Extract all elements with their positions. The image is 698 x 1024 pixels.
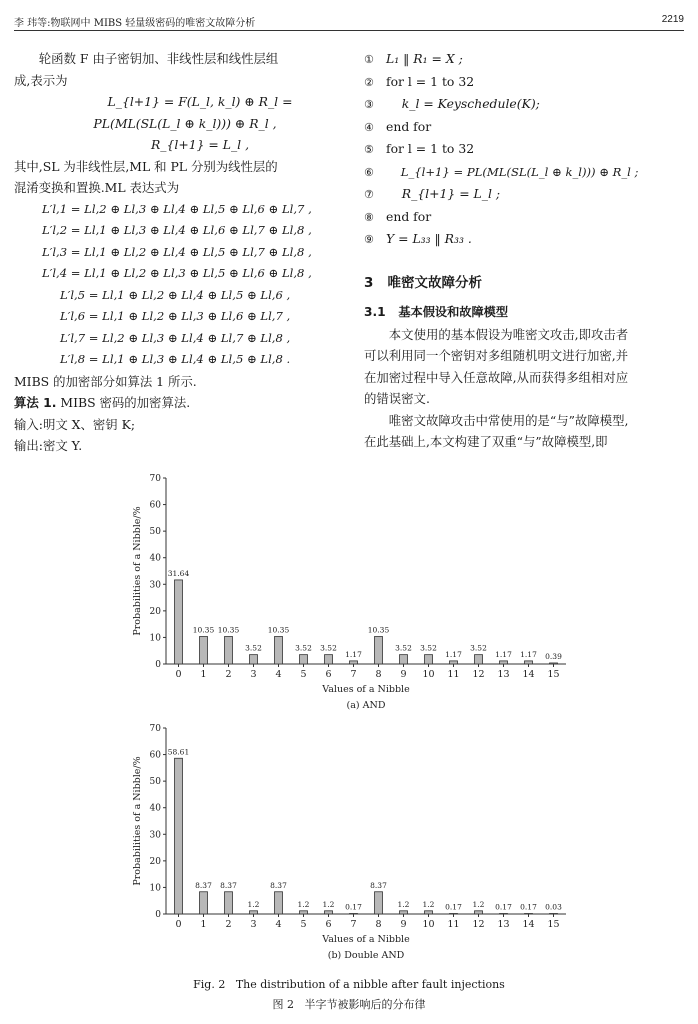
y-tick-label: 70 xyxy=(149,724,161,734)
x-tick-label: 12 xyxy=(472,919,485,930)
figure-caption-en: Fig. 2 The distribution of a nibble after fault injections xyxy=(193,978,505,991)
data-label: 3.52 xyxy=(245,643,262,653)
data-label: 1.17 xyxy=(495,649,512,659)
paragraph-line: 在加密过程中导入任意故障,从而获得多组相对应 xyxy=(364,369,629,385)
bar xyxy=(400,655,408,664)
x-tick-label: 3 xyxy=(250,919,257,930)
x-tick-label: 10 xyxy=(422,919,435,930)
bar xyxy=(550,663,558,664)
ml-equation: L′l,4 = Ll,1 ⊕ Ll,2 ⊕ Ll,3 ⊕ Ll,5 ⊕ Ll,6 ⊕ Ll,8 , xyxy=(42,266,312,280)
bar xyxy=(275,636,283,664)
data-label: 1.2 xyxy=(297,899,310,909)
data-label: 0.17 xyxy=(445,902,462,912)
y-axis-label: Probabilities of a Nibble/% xyxy=(132,756,143,886)
paragraph-line: 本文使用的基本假设为唯密文攻击,即攻击者 xyxy=(388,326,629,342)
figure-double-and-chart xyxy=(0,720,698,970)
x-axis-label: Values of a Nibble xyxy=(322,684,410,695)
bar xyxy=(500,914,508,915)
bar xyxy=(300,911,308,914)
x-axis-label: Values of a Nibble xyxy=(322,934,410,945)
data-label: 1.17 xyxy=(445,649,462,659)
bar xyxy=(450,661,458,664)
y-tick-label: 60 xyxy=(149,750,161,761)
paragraph-line: MIBS 的加密部分如算法 1 所示. xyxy=(14,373,197,389)
x-tick-label: 1 xyxy=(200,669,207,680)
y-tick-label: 30 xyxy=(149,580,161,591)
left-column xyxy=(14,48,346,457)
bar xyxy=(200,636,208,664)
x-tick-label: 7 xyxy=(350,669,357,680)
x-tick-label: 14 xyxy=(522,669,535,680)
data-label: 0.17 xyxy=(495,902,512,912)
bar-chart-double-and xyxy=(0,720,698,970)
data-label: 0.39 xyxy=(545,651,562,661)
algorithm-step: ③ k_l = Keyschedule(K); xyxy=(364,96,540,111)
paragraph-line: 其中,SL 为非线性层,ML 和 PL 分别为线性层的 xyxy=(14,158,278,174)
x-tick-label: 15 xyxy=(547,669,560,680)
algorithm-input: 输入:明文 X、密钥 K; xyxy=(14,416,136,432)
y-tick-label: 30 xyxy=(149,830,161,841)
bar xyxy=(250,911,258,914)
bar xyxy=(175,580,183,664)
bar xyxy=(375,892,383,914)
data-label: 1.17 xyxy=(520,649,537,659)
subsection-title: 3.1 基本假设和故障模型 xyxy=(364,305,509,319)
data-label: 3.52 xyxy=(320,643,337,653)
data-label: 10.35 xyxy=(192,625,215,635)
page-number: 2219 xyxy=(661,14,684,25)
bar xyxy=(300,655,308,664)
x-tick-label: 4 xyxy=(275,919,282,930)
algorithm-label: 算法 1. xyxy=(14,395,57,410)
data-label: 3.52 xyxy=(295,643,312,653)
figure-and-chart xyxy=(0,470,698,720)
data-label: 0.03 xyxy=(545,902,562,912)
bar xyxy=(425,655,433,664)
y-axis-label: Probabilities of a Nibble/% xyxy=(132,506,143,636)
x-tick-label: 15 xyxy=(547,919,560,930)
ml-equation: L′l,3 = Ll,1 ⊕ Ll,2 ⊕ Ll,4 ⊕ Ll,5 ⊕ Ll,7 ⊕ Ll,8 , xyxy=(42,244,312,259)
ml-equation: L′l,6 = Ll,1 ⊕ Ll,2 ⊕ Ll,3 ⊕ Ll,6 ⊕ Ll,7 , xyxy=(60,309,291,323)
x-tick-label: 0 xyxy=(175,669,182,680)
x-tick-label: 3 xyxy=(250,669,257,680)
ml-equation: L′l,5 = Ll,1 ⊕ Ll,2 ⊕ Ll,4 ⊕ Ll,5 ⊕ Ll,6 , xyxy=(60,287,291,302)
algorithm-title-text: MIBS 密码的加密算法. xyxy=(56,395,191,410)
bar xyxy=(475,911,483,914)
algorithm-step: ⑦ R_{l+1} = L_l ; xyxy=(364,186,501,201)
algorithm-title xyxy=(14,392,346,414)
bar xyxy=(225,892,233,914)
y-tick-label: 60 xyxy=(149,500,161,511)
data-label: 8.37 xyxy=(270,880,287,890)
data-label: 1.2 xyxy=(397,899,410,909)
chart-subtitle: (a) AND xyxy=(346,700,386,711)
x-tick-label: 13 xyxy=(497,669,510,680)
bar-chart-and xyxy=(0,470,698,720)
bar xyxy=(400,911,408,914)
x-tick-label: 14 xyxy=(522,919,535,930)
x-tick-label: 2 xyxy=(225,919,232,930)
x-tick-label: 10 xyxy=(422,669,435,680)
y-tick-label: 20 xyxy=(149,856,161,867)
bar xyxy=(225,636,233,664)
data-label: 3.52 xyxy=(470,643,487,653)
x-tick-label: 8 xyxy=(375,669,382,680)
x-tick-label: 12 xyxy=(472,669,485,680)
bar xyxy=(200,892,208,914)
data-label: 3.52 xyxy=(395,643,412,653)
y-tick-label: 40 xyxy=(149,803,161,814)
data-label: 1.17 xyxy=(345,649,362,659)
right-column xyxy=(364,48,684,453)
bar xyxy=(325,911,333,914)
y-tick-label: 0 xyxy=(155,910,161,920)
y-tick-label: 50 xyxy=(149,777,161,788)
data-label: 8.37 xyxy=(370,880,387,890)
data-label: 3.52 xyxy=(420,643,437,653)
algorithm-output: 输出:密文 Y. xyxy=(14,438,83,453)
page-header xyxy=(14,12,684,31)
bar xyxy=(250,655,258,664)
algorithm-step: ⑧ end for xyxy=(364,208,432,224)
algorithm-step: ② for l = 1 to 32 xyxy=(364,73,475,89)
data-label: 0.17 xyxy=(345,902,362,912)
x-tick-label: 6 xyxy=(325,669,332,680)
algorithm-step: ① L₁ ‖ R₁ = X ; xyxy=(364,51,463,66)
y-tick-label: 10 xyxy=(149,883,161,894)
paragraph-line: 唯密文故障攻击中常使用的是“与”故障模型, xyxy=(388,412,629,428)
data-label: 10.35 xyxy=(267,625,290,635)
chart-subtitle: (b) Double AND xyxy=(327,950,405,961)
bar xyxy=(525,661,533,664)
running-title: 李 玮等:物联网中 MIBS 轻量级密码的唯密文故障分析 xyxy=(14,18,256,29)
section-title: 3 唯密文故障分析 xyxy=(364,274,482,291)
data-label: 10.35 xyxy=(217,625,240,635)
data-label: 58.61 xyxy=(167,747,190,757)
x-tick-label: 1 xyxy=(200,919,207,930)
bar xyxy=(275,892,283,914)
x-tick-label: 9 xyxy=(400,919,407,930)
algorithm-step: ⑥ L_{l+1} = PL(ML(SL(L_l ⊕ k_l))) ⊕ R_l ; xyxy=(364,164,639,179)
y-tick-label: 0 xyxy=(155,660,161,670)
y-tick-label: 40 xyxy=(149,553,161,564)
bar xyxy=(425,911,433,914)
paragraph-line: 轮函数 F 由子密钥加、非线性层和线性层组 xyxy=(38,51,279,66)
y-tick-label: 10 xyxy=(149,633,161,644)
data-label: 10.35 xyxy=(367,625,390,635)
bar xyxy=(350,914,358,915)
bar xyxy=(175,758,183,914)
equation-line: R_{l+1} = L_l , xyxy=(150,137,250,152)
ml-equation: L′l,7 = Ll,2 ⊕ Ll,3 ⊕ Ll,4 ⊕ Ll,7 ⊕ Ll,8 , xyxy=(60,330,291,345)
paragraph-line: 的错误密文. xyxy=(364,391,430,406)
data-label: 1.2 xyxy=(247,899,260,909)
ml-equation: L′l,8 = Ll,1 ⊕ Ll,3 ⊕ Ll,4 ⊕ Ll,5 ⊕ Ll,8 . xyxy=(60,352,291,366)
bar xyxy=(325,655,333,664)
algorithm-step: ⑤ for l = 1 to 32 xyxy=(364,141,475,156)
data-label: 8.37 xyxy=(195,880,212,890)
bar xyxy=(450,914,458,915)
x-tick-label: 13 xyxy=(497,919,510,930)
x-tick-label: 11 xyxy=(447,669,460,680)
bar xyxy=(500,661,508,664)
data-label: 8.37 xyxy=(220,880,237,890)
figure-caption-zh: 图 2 半字节被影响后的分布律 xyxy=(272,998,426,1011)
ml-equation: L′l,1 = Ll,2 ⊕ Ll,3 ⊕ Ll,4 ⊕ Ll,5 ⊕ Ll,6 ⊕ Ll,7 , xyxy=(42,201,312,216)
algorithm-steps xyxy=(364,48,684,251)
paragraph-line: 成,表示为 xyxy=(14,72,68,88)
data-label: 1.2 xyxy=(422,899,435,909)
bar xyxy=(375,636,383,664)
y-tick-label: 50 xyxy=(149,527,161,538)
x-tick-label: 0 xyxy=(175,919,182,930)
bar xyxy=(475,655,483,664)
equation-line: PL(ML(SL(L_l ⊕ k_l))) ⊕ R_l , xyxy=(93,115,277,131)
algorithm-step: ⑨ Y = L₃₃ ‖ R₃₃ . xyxy=(364,231,472,246)
x-tick-label: 2 xyxy=(225,669,232,680)
data-label: 1.2 xyxy=(472,899,485,909)
y-tick-label: 20 xyxy=(149,606,161,617)
x-tick-label: 11 xyxy=(447,919,460,930)
x-tick-label: 9 xyxy=(400,669,407,680)
data-label: 31.64 xyxy=(167,568,190,578)
algorithm-step: ④ end for xyxy=(364,118,432,134)
ml-equation: L′l,2 = Ll,1 ⊕ Ll,3 ⊕ Ll,4 ⊕ Ll,6 ⊕ Ll,7 ⊕ Ll,8 , xyxy=(42,223,312,237)
equation-line: L_{l+1} = F(L_l, k_l) ⊕ R_l = xyxy=(107,94,293,109)
data-label: 0.17 xyxy=(520,902,537,912)
x-tick-label: 6 xyxy=(325,919,332,930)
paragraph-line: 可以利用同一个密钥对多组随机明文进行加密,并 xyxy=(364,348,629,363)
bar xyxy=(350,661,358,664)
x-tick-label: 4 xyxy=(275,669,282,680)
x-tick-label: 8 xyxy=(375,919,382,930)
paragraph-line: 混淆变换和置换.ML 表达式为 xyxy=(14,180,180,195)
bar xyxy=(550,914,558,915)
x-tick-label: 7 xyxy=(350,919,357,930)
x-tick-label: 5 xyxy=(300,669,307,680)
data-label: 1.2 xyxy=(322,899,335,909)
y-tick-label: 70 xyxy=(149,474,161,484)
x-tick-label: 5 xyxy=(300,919,307,930)
bar xyxy=(525,914,533,915)
paragraph-line: 在此基础上,本文构建了双重“与”故障模型,即 xyxy=(364,434,608,449)
